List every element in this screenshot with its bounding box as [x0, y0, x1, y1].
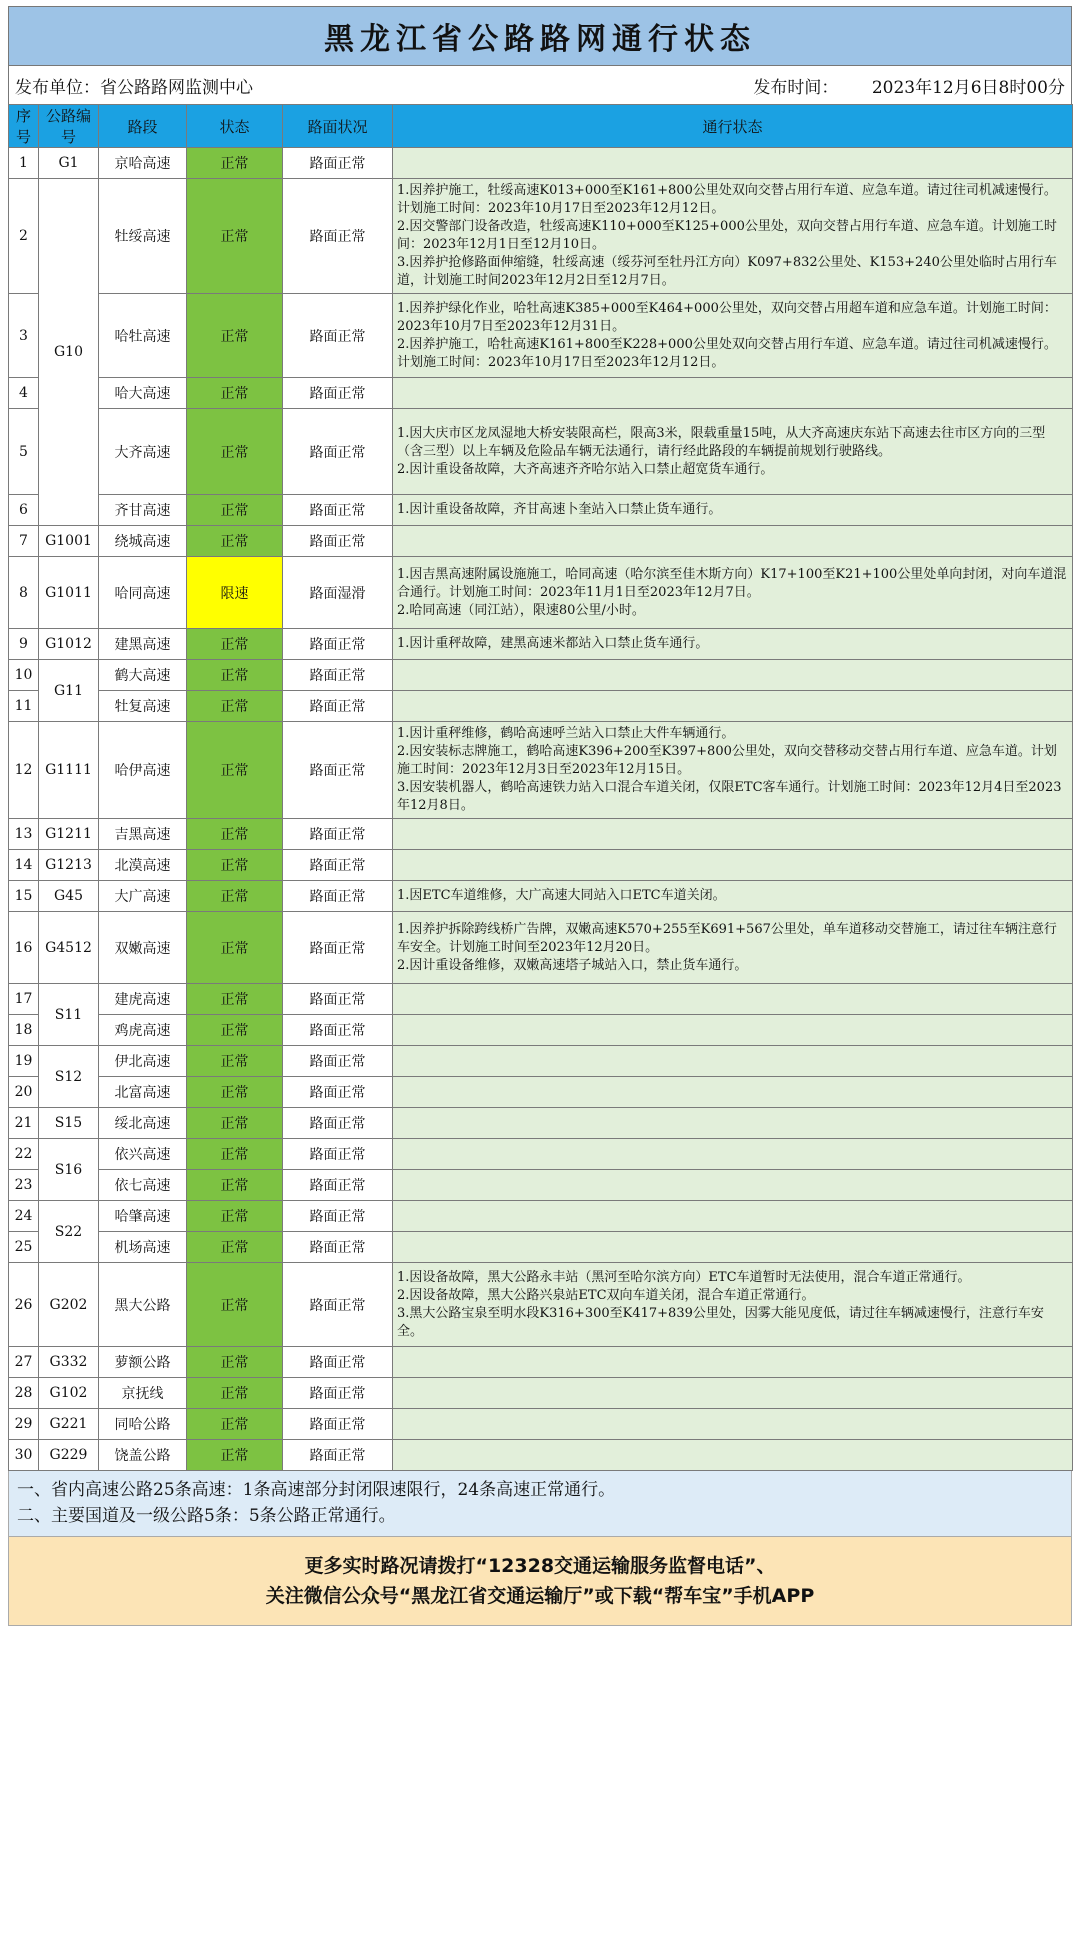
road-condition: 路面正常 — [283, 1139, 393, 1170]
header-traffic-status: 通行状态 — [393, 105, 1073, 148]
traffic-description: 1.因计重设备故障，齐甘高速卜奎站入口禁止货车通行。 — [393, 495, 1073, 526]
traffic-description — [393, 1409, 1073, 1440]
status-cell: 正常 — [187, 1378, 283, 1409]
road-code: G1001 — [39, 526, 99, 557]
road-condition: 路面正常 — [283, 691, 393, 722]
traffic-description — [393, 984, 1073, 1015]
road-condition: 路面正常 — [283, 1409, 393, 1440]
row-number: 8 — [9, 557, 39, 629]
traffic-description — [393, 1232, 1073, 1263]
table-row — [9, 881, 1073, 912]
road-condition: 路面正常 — [283, 409, 393, 495]
status-cell: 正常 — [187, 1201, 283, 1232]
status-cell: 正常 — [187, 660, 283, 691]
road-code: S12 — [39, 1046, 99, 1108]
traffic-description — [393, 148, 1073, 179]
road-segment: 鸡虎高速 — [99, 1015, 187, 1046]
row-number: 12 — [9, 722, 39, 819]
row-number: 1 — [9, 148, 39, 179]
row-number: 5 — [9, 409, 39, 495]
road-condition: 路面正常 — [283, 526, 393, 557]
row-number: 15 — [9, 881, 39, 912]
traffic-description: 1.因养护拆除跨线桥广告牌，双嫩高速K570+255至K691+567公里处，单车道移动交替施工，请过往车辆注意行车安全。计划施工时间至2023年12月20日。 2.因计重设备维修，双嫩高速塔子城站入口，禁止货车通行。 — [393, 912, 1073, 984]
table-row — [9, 409, 1073, 495]
road-code: G11 — [39, 660, 99, 722]
road-segment: 哈同高速 — [99, 557, 187, 629]
road-segment: 牡复高速 — [99, 691, 187, 722]
road-status-sheet — [8, 6, 1072, 1626]
road-condition: 路面正常 — [283, 1046, 393, 1077]
table-row — [9, 1139, 1073, 1170]
status-cell: 正常 — [187, 1409, 283, 1440]
road-code: S16 — [39, 1139, 99, 1201]
row-number: 16 — [9, 912, 39, 984]
traffic-description — [393, 1108, 1073, 1139]
traffic-description — [393, 1046, 1073, 1077]
traffic-description — [393, 526, 1073, 557]
traffic-description — [393, 691, 1073, 722]
road-segment: 黑大公路 — [99, 1263, 187, 1347]
road-segment: 齐甘高速 — [99, 495, 187, 526]
traffic-description — [393, 1015, 1073, 1046]
table-row — [9, 378, 1073, 409]
road-segment: 饶盖公路 — [99, 1440, 187, 1471]
road-segment: 哈肇高速 — [99, 1201, 187, 1232]
road-segment: 绕城高速 — [99, 526, 187, 557]
table-row — [9, 179, 1073, 294]
road-condition: 路面正常 — [283, 294, 393, 378]
row-number: 18 — [9, 1015, 39, 1046]
status-cell: 正常 — [187, 984, 283, 1015]
row-number: 30 — [9, 1440, 39, 1471]
traffic-description: 1.因养护施工，牡绥高速K013+000至K161+800公里处双向交替占用行车道、应急车道。请过往司机减速慢行。计划施工时间：2023年10月17日至2023年12月12日。 2.因交警部门设备改造，牡绥高速K110+000至K125+000公里处，双向交替占用行车道、应急车道。计划施工时间：2023年12月1日至12月10日。 3.因养护抢修路面伸缩缝，牡绥高速（绥芬河至牡丹江方向）K097+832公里处、K153+240公里处临时占用行车道，计划施工时间2023年12月2日至12月7日。 — [393, 179, 1073, 294]
header-segment: 路段 — [99, 105, 187, 148]
table-row — [9, 526, 1073, 557]
road-condition: 路面正常 — [283, 1015, 393, 1046]
status-table — [8, 104, 1073, 1471]
road-condition: 路面正常 — [283, 660, 393, 691]
traffic-description: 1.因计重秤维修，鹤哈高速呼兰站入口禁止大件车辆通行。 2.因安装标志牌施工，鹤哈高速K396+200至K397+800公里处，双向交替移动交替占用行车道、应急车道。计划施工时间：2023年12月3日至2023年12月15日。 3.因安装机器人，鹤哈高速铁力站入口混合车道关闭，仅限ETC客车通行。计划施工时间：2023年12月4日至2023年12月8日。 — [393, 722, 1073, 819]
road-code: G221 — [39, 1409, 99, 1440]
table-row — [9, 1232, 1073, 1263]
traffic-description: 1.因养护绿化作业，哈牡高速K385+000至K464+000公里处，双向交替占用超车道和应急车道。计划施工时间：2023年10月7日至2023年12月31日。 2.因养护施工，哈牡高速K161+800至K228+000公里处双向交替占用行车道、应急车道。请过往司机减速慢行。计划施工时间：2023年10月17日至2023年12月12日。 — [393, 294, 1073, 378]
status-cell: 正常 — [187, 1347, 283, 1378]
status-cell: 正常 — [187, 1232, 283, 1263]
row-number: 9 — [9, 629, 39, 660]
traffic-description — [393, 1139, 1073, 1170]
table-row — [9, 148, 1073, 179]
row-number: 10 — [9, 660, 39, 691]
table-header-row — [9, 105, 1073, 148]
road-segment: 京哈高速 — [99, 148, 187, 179]
row-number: 17 — [9, 984, 39, 1015]
road-code: G102 — [39, 1378, 99, 1409]
traffic-description: 1.因计重秤故障，建黑高速米都站入口禁止货车通行。 — [393, 629, 1073, 660]
road-condition: 路面正常 — [283, 629, 393, 660]
row-number: 27 — [9, 1347, 39, 1378]
road-code: S15 — [39, 1108, 99, 1139]
status-cell: 正常 — [187, 1139, 283, 1170]
road-condition: 路面正常 — [283, 1170, 393, 1201]
traffic-description — [393, 1378, 1073, 1409]
table-row — [9, 1170, 1073, 1201]
status-cell: 正常 — [187, 1077, 283, 1108]
road-code: G1012 — [39, 629, 99, 660]
traffic-description — [393, 660, 1073, 691]
table-row — [9, 912, 1073, 984]
road-segment: 北漠高速 — [99, 850, 187, 881]
summary-line-1: 一、省内高速公路25条高速：1条高速部分封闭限速限行，24条高速正常通行。 — [17, 1480, 616, 1500]
road-condition: 路面正常 — [283, 850, 393, 881]
table-row — [9, 1077, 1073, 1108]
table-row — [9, 819, 1073, 850]
road-segment: 哈大高速 — [99, 378, 187, 409]
status-cell: 正常 — [187, 722, 283, 819]
road-code: G1213 — [39, 850, 99, 881]
road-code: G1 — [39, 148, 99, 179]
status-cell: 正常 — [187, 629, 283, 660]
status-cell: 正常 — [187, 526, 283, 557]
publish-info-row — [8, 66, 1072, 104]
table-row — [9, 1347, 1073, 1378]
status-cell: 正常 — [187, 294, 283, 378]
footer-line-1: 更多实时路况请拨打“12328交通运输服务监督电话”、 — [304, 1555, 776, 1577]
road-code: S22 — [39, 1201, 99, 1263]
traffic-description — [393, 1077, 1073, 1108]
road-segment: 伊北高速 — [99, 1046, 187, 1077]
table-row — [9, 1015, 1073, 1046]
road-condition: 路面正常 — [283, 722, 393, 819]
table-row — [9, 1046, 1073, 1077]
road-segment: 京抚线 — [99, 1378, 187, 1409]
road-condition: 路面正常 — [283, 881, 393, 912]
traffic-description — [393, 1440, 1073, 1471]
road-condition: 路面正常 — [283, 1232, 393, 1263]
table-row — [9, 850, 1073, 881]
road-condition: 路面正常 — [283, 1201, 393, 1232]
status-cell: 正常 — [187, 409, 283, 495]
road-code: G1211 — [39, 819, 99, 850]
road-segment: 建黑高速 — [99, 629, 187, 660]
road-segment: 北富高速 — [99, 1077, 187, 1108]
traffic-description — [393, 850, 1073, 881]
traffic-description: 1.因吉黑高速附属设施施工，哈同高速（哈尔滨至佳木斯方向）K17+100至K21+100公里处单向封闭，对向车道混合通行。计划施工时间：2023年11月1日至2023年12月7日。 2.哈同高速（同江站），限速80公里/小时。 — [393, 557, 1073, 629]
road-condition: 路面正常 — [283, 1108, 393, 1139]
status-cell: 正常 — [187, 912, 283, 984]
status-cell: 正常 — [187, 148, 283, 179]
status-cell: 正常 — [187, 378, 283, 409]
road-condition: 路面湿滑 — [283, 557, 393, 629]
road-segment: 依兴高速 — [99, 1139, 187, 1170]
traffic-description: 1.因设备故障，黑大公路永丰站（黑河至哈尔滨方向）ETC车道暂时无法使用，混合车道正常通行。 2.因设备故障，黑大公路兴泉站ETC双向车道关闭，混合车道正常通行。 3.黑大公路宝泉至明水段K316+300至K417+839公里处，因雾大能见度低，请过往车辆减速慢行，注意行车安全。 — [393, 1263, 1073, 1347]
road-code: G1111 — [39, 722, 99, 819]
row-number: 26 — [9, 1263, 39, 1347]
row-number: 22 — [9, 1139, 39, 1170]
traffic-description — [393, 1201, 1073, 1232]
status-cell: 正常 — [187, 1046, 283, 1077]
summary-line-2: 二、主要国道及一级公路5条：5条公路正常通行。 — [17, 1506, 396, 1526]
row-number: 28 — [9, 1378, 39, 1409]
status-cell: 正常 — [187, 1015, 283, 1046]
table-row — [9, 1440, 1073, 1471]
traffic-description — [393, 1347, 1073, 1378]
header-no: 序号 — [9, 105, 39, 148]
road-segment: 哈牡高速 — [99, 294, 187, 378]
table-row — [9, 1409, 1073, 1440]
status-cell: 正常 — [187, 819, 283, 850]
status-cell: 正常 — [187, 850, 283, 881]
road-code: G332 — [39, 1347, 99, 1378]
footer-line-2: 关注微信公众号“黑龙江省交通运输厅”或下载“帮车宝”手机APP — [265, 1585, 815, 1607]
road-segment: 建虎高速 — [99, 984, 187, 1015]
row-number: 19 — [9, 1046, 39, 1077]
status-cell: 正常 — [187, 691, 283, 722]
header-status: 状态 — [187, 105, 283, 148]
road-code: G45 — [39, 881, 99, 912]
road-condition: 路面正常 — [283, 819, 393, 850]
page-title: 黑龙江省公路路网通行状态 — [8, 6, 1072, 66]
row-number: 25 — [9, 1232, 39, 1263]
status-cell: 正常 — [187, 881, 283, 912]
road-condition: 路面正常 — [283, 495, 393, 526]
table-row — [9, 722, 1073, 819]
traffic-description: 1.因ETC车道维修，大广高速大同站入口ETC车道关闭。 — [393, 881, 1073, 912]
road-segment: 双嫩高速 — [99, 912, 187, 984]
road-code: G229 — [39, 1440, 99, 1471]
table-row — [9, 294, 1073, 378]
table-row — [9, 1201, 1073, 1232]
status-cell: 正常 — [187, 1263, 283, 1347]
road-segment: 绥北高速 — [99, 1108, 187, 1139]
road-segment: 大广高速 — [99, 881, 187, 912]
traffic-description — [393, 819, 1073, 850]
road-condition: 路面正常 — [283, 1440, 393, 1471]
road-segment: 牡绥高速 — [99, 179, 187, 294]
header-code: 公路编号 — [39, 105, 99, 148]
road-segment: 同哈公路 — [99, 1409, 187, 1440]
traffic-description — [393, 1170, 1073, 1201]
row-number: 24 — [9, 1201, 39, 1232]
status-cell: 正常 — [187, 1440, 283, 1471]
table-row — [9, 557, 1073, 629]
summary-note — [8, 1471, 1072, 1537]
table-row — [9, 1108, 1073, 1139]
row-number: 23 — [9, 1170, 39, 1201]
road-segment: 哈伊高速 — [99, 722, 187, 819]
publish-time-label: 发布时间： — [753, 77, 839, 98]
road-condition: 路面正常 — [283, 912, 393, 984]
road-code: S11 — [39, 984, 99, 1046]
row-number: 4 — [9, 378, 39, 409]
road-segment: 鹤大高速 — [99, 660, 187, 691]
traffic-description — [393, 378, 1073, 409]
road-code: G10 — [39, 179, 99, 526]
status-cell: 正常 — [187, 1170, 283, 1201]
row-number: 7 — [9, 526, 39, 557]
traffic-description: 1.因大庆市区龙凤湿地大桥安装限高栏，限高3米，限载重量15吨，从大齐高速庆东站下高速去往市区方向的三型（含三型）以上车辆及危险品车辆无法通行，请行经此路段的车辆提前规划行驶路线。 2.因计重设备故障，大齐高速齐齐哈尔站入口禁止超宽货车通行。 — [393, 409, 1073, 495]
road-condition: 路面正常 — [283, 179, 393, 294]
row-number: 13 — [9, 819, 39, 850]
publish-time — [725, 73, 1065, 98]
road-condition: 路面正常 — [283, 1077, 393, 1108]
table-row — [9, 660, 1073, 691]
road-condition: 路面正常 — [283, 1263, 393, 1347]
row-number: 21 — [9, 1108, 39, 1139]
road-condition: 路面正常 — [283, 984, 393, 1015]
row-number: 11 — [9, 691, 39, 722]
road-segment: 萝额公路 — [99, 1347, 187, 1378]
status-cell: 正常 — [187, 179, 283, 294]
row-number: 29 — [9, 1409, 39, 1440]
table-row — [9, 1378, 1073, 1409]
publish-time-value: 2023年12月6日8时00分 — [871, 77, 1065, 98]
row-number: 14 — [9, 850, 39, 881]
road-condition: 路面正常 — [283, 378, 393, 409]
footer-banner — [8, 1537, 1072, 1626]
status-cell: 正常 — [187, 495, 283, 526]
status-cell: 限速 — [187, 557, 283, 629]
table-row — [9, 691, 1073, 722]
road-code: G202 — [39, 1263, 99, 1347]
row-number: 20 — [9, 1077, 39, 1108]
road-code: G4512 — [39, 912, 99, 984]
road-segment: 依七高速 — [99, 1170, 187, 1201]
road-segment: 机场高速 — [99, 1232, 187, 1263]
row-number: 6 — [9, 495, 39, 526]
road-segment: 大齐高速 — [99, 409, 187, 495]
row-number: 2 — [9, 179, 39, 294]
table-row — [9, 495, 1073, 526]
road-condition: 路面正常 — [283, 1378, 393, 1409]
header-road-condition: 路面状况 — [283, 105, 393, 148]
table-row — [9, 1263, 1073, 1347]
table-row — [9, 984, 1073, 1015]
road-condition: 路面正常 — [283, 1347, 393, 1378]
table-row — [9, 629, 1073, 660]
road-code: G1011 — [39, 557, 99, 629]
status-cell: 正常 — [187, 1108, 283, 1139]
publisher-label: 发布单位：省公路路网监测中心 — [15, 77, 253, 98]
road-segment: 吉黑高速 — [99, 819, 187, 850]
row-number: 3 — [9, 294, 39, 378]
road-condition: 路面正常 — [283, 148, 393, 179]
